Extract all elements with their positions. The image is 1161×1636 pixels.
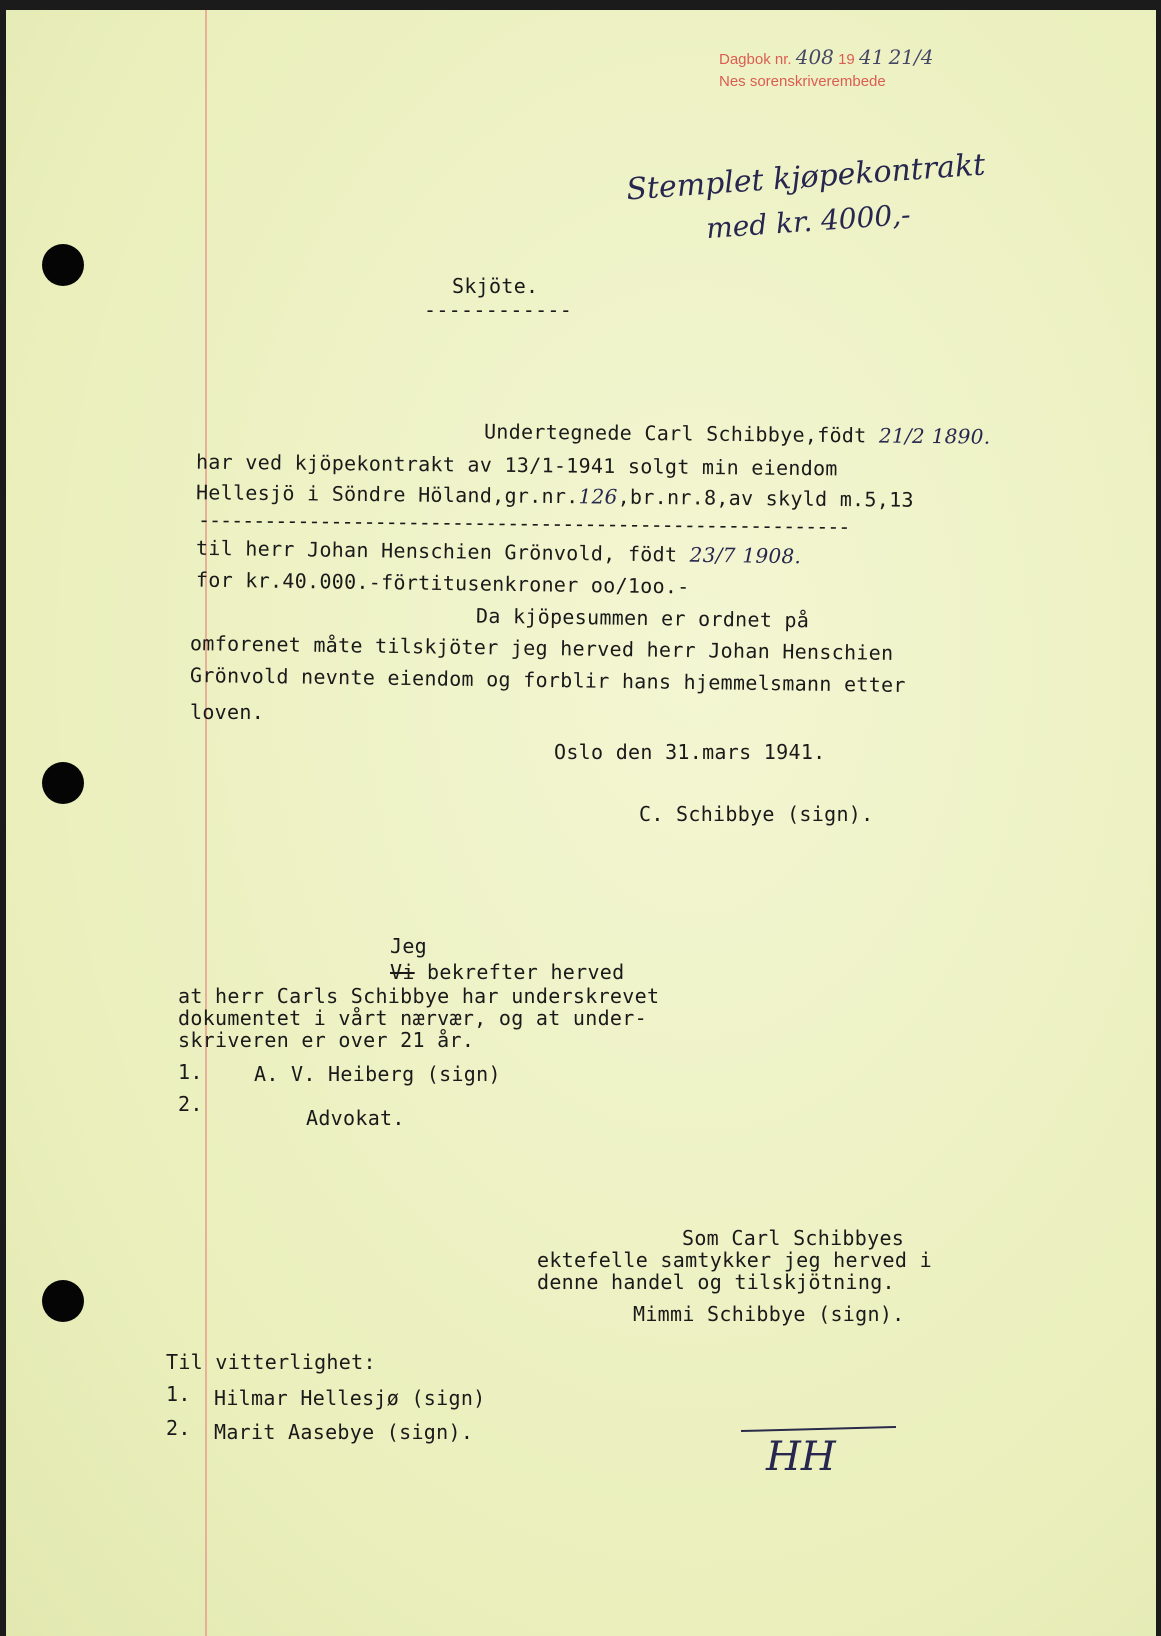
witness-text: bekrefter herved — [427, 960, 625, 984]
body-line: for kr.40.000.-förtitusenkroner oo/1oo.- — [195, 567, 690, 599]
registry-stamp — [719, 46, 933, 93]
attest-name: Hilmar Hellesjø (sign) — [214, 1386, 486, 1410]
title-underline: ------------ — [424, 298, 573, 322]
stamp-year: 41 — [858, 45, 885, 69]
consent-line: ektefelle samtykker jeg herved i — [537, 1248, 932, 1272]
witness-line: dokumentet i vårt nærvær, og at under- — [178, 1006, 647, 1030]
signature-line — [741, 1426, 896, 1432]
dashed-rule: ----------------------------------------------------------- — [197, 507, 850, 539]
handwritten-annotation-line1: Stemplet kjøpekontrakt — [625, 147, 987, 208]
body-line — [196, 536, 801, 568]
spouse-signature: Mimmi Schibbye (sign). — [633, 1302, 905, 1326]
place-date: Oslo den 31.mars 1941. — [554, 740, 826, 764]
punch-hole — [42, 762, 84, 804]
margin-line — [205, 10, 207, 1636]
body-text: ,br.nr.8,av skyld m.5,13 — [617, 484, 914, 512]
body-line: omforenet måte tilskjöter jeg herved herr Johan Henschien — [189, 631, 894, 665]
handwritten-gnr: 126 — [578, 484, 618, 509]
stamp-date: 21/4 — [888, 45, 934, 69]
attest-number: 1. — [166, 1382, 191, 1406]
stamp-office: Nes sorenskriverembede — [719, 73, 886, 90]
stamp-number: 408 — [795, 45, 834, 69]
body-line: Da kjöpesummen er ordnet på — [475, 603, 810, 633]
seller-signature: C. Schibbye (sign). — [639, 802, 874, 826]
body-line — [484, 419, 991, 448]
body-line: har ved kjöpekontrakt av 13/1-1941 solgt min eiendom — [195, 449, 838, 481]
punch-hole — [42, 244, 84, 286]
attest-heading: Til vitterlighet: — [166, 1350, 376, 1374]
body-text: Hellesjö i Söndre Höland,gr.nr. — [195, 480, 579, 509]
witness-name: A. V. Heiberg (sign) — [254, 1062, 501, 1086]
attest-name: Marit Aasebye (sign). — [214, 1420, 474, 1444]
witness-title: Advokat. — [306, 1106, 405, 1130]
body-line: Grönvold nevnte eiendom og forblir hans hjemmelsmann etter — [189, 663, 906, 697]
stamp-mid: 19 — [838, 51, 855, 68]
witness-line: at herr Carls Schibbye har underskrevet — [178, 984, 660, 1008]
witness-line: skriveren er over 21 år. — [178, 1028, 475, 1052]
body-line — [196, 480, 914, 512]
body-line: loven. — [190, 700, 265, 724]
attest-number: 2. — [166, 1416, 191, 1440]
document-page — [6, 10, 1156, 1636]
witness-number: 2. — [178, 1092, 203, 1116]
handwritten-birthdate-2: 23/7 1908. — [689, 542, 802, 569]
witness-line — [390, 960, 625, 984]
consent-line: Som Carl Schibbyes — [682, 1226, 905, 1250]
handwritten-annotation-line2: med kr. 4000,- — [705, 197, 912, 246]
struck-text: Vi — [390, 960, 415, 984]
consent-line: denne handel og tilskjötning. — [537, 1270, 895, 1294]
body-text: til herr Johan Henschien Grönvold, födt — [195, 535, 678, 567]
stamp-prefix: Dagbok nr. — [719, 51, 792, 68]
witness-number: 1. — [178, 1060, 203, 1084]
body-text: Undertegnede Carl Schibbye,födt — [483, 419, 867, 448]
handwritten-birthdate: 21/2 1890. — [878, 423, 991, 449]
handwritten-initials: HH — [766, 1434, 836, 1480]
document-title: Skjöte. — [452, 274, 539, 298]
punch-hole — [42, 1280, 84, 1322]
correction-text: Jeg — [390, 934, 428, 958]
